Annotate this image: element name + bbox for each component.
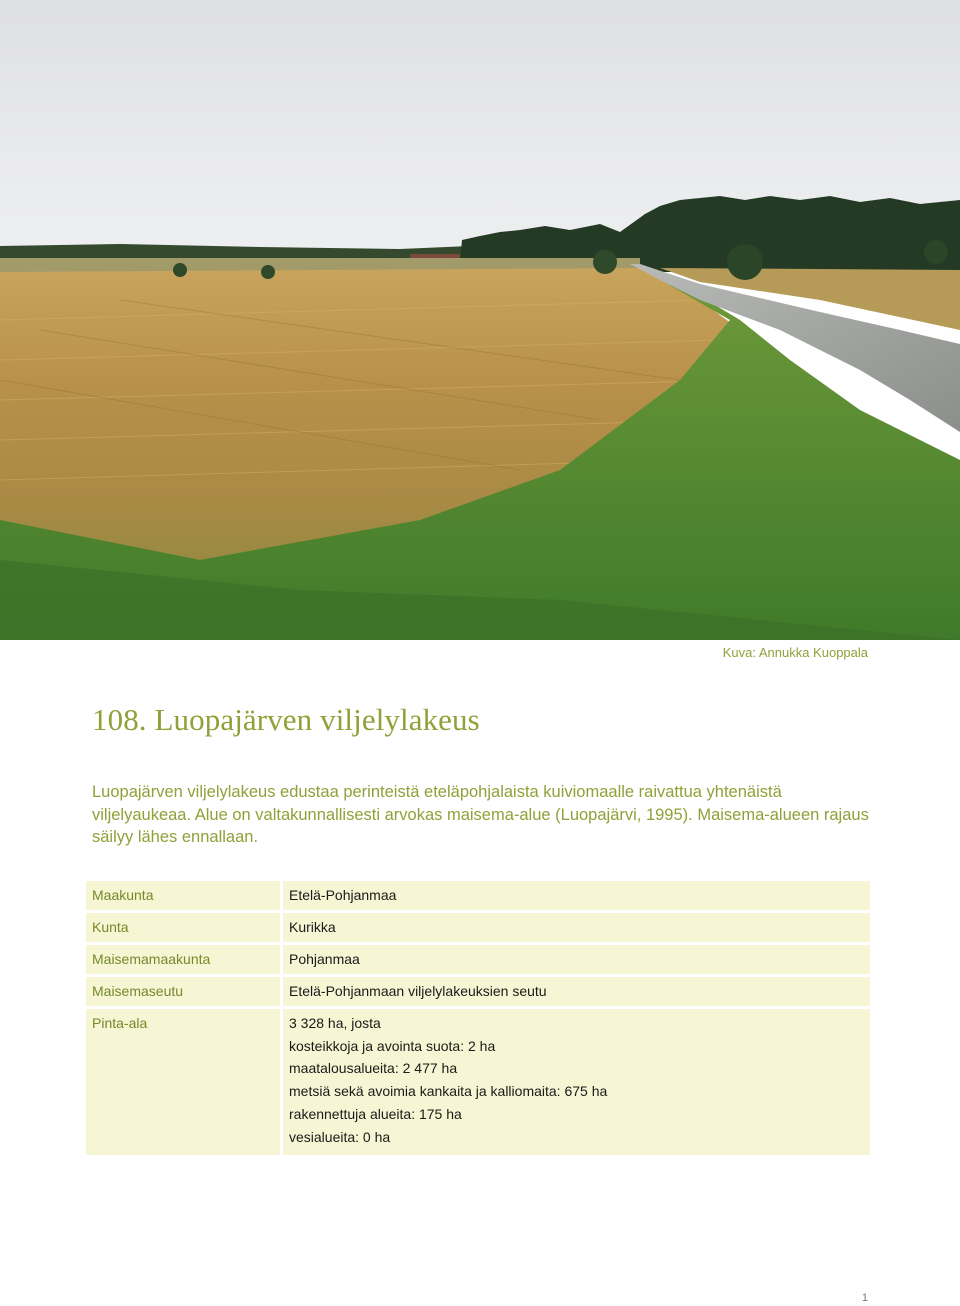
info-value: Etelä-Pohjanmaan viljelylakeuksien seutu: [283, 977, 870, 1006]
area-breakdown: [283, 1009, 870, 1155]
info-row-maakunta: [86, 881, 870, 910]
info-key: Pinta-ala: [86, 1009, 283, 1155]
info-row-maisemamaakunta: [86, 945, 870, 974]
info-key: Maisemamaakunta: [86, 945, 283, 974]
info-value: Etelä-Pohjanmaa: [283, 881, 870, 910]
page-title: 108. Luopajärven viljelylakeus: [92, 702, 480, 737]
page-number: 1: [861, 1292, 868, 1304]
info-row-maisemaseutu: [86, 977, 870, 1006]
area-line: kosteikkoja ja avointa suota: 2 ha: [289, 1037, 496, 1054]
landscape-photo: [0, 0, 960, 640]
info-key: Maisemaseutu: [86, 977, 283, 1006]
info-key: Kunta: [86, 913, 283, 942]
area-line: metsiä sekä avoimia kankaita ja kalliomaita: 675 ha: [289, 1083, 608, 1100]
info-table: [86, 878, 870, 1158]
intro-paragraph: Luopajärven viljelylakeus edustaa perinteistä eteläpohjalaista kuiviomaalle raivattua yhtenäistä viljelyaukeaa. Alue on valtakunnallisesti arvokas maisema-alue (Luopajärvi, 1995). Maisema-alueen rajaus säilyy lähes ennallaan.: [92, 783, 869, 846]
photo-credit: Kuva: Annukka Kuoppala: [722, 645, 868, 660]
area-line: vesialueita: 0 ha: [289, 1128, 391, 1145]
info-row-kunta: [86, 913, 870, 942]
area-line: maatalousalueita: 2 477 ha: [289, 1060, 458, 1077]
area-line: rakennettuja alueita: 175 ha: [289, 1105, 462, 1122]
info-value: Pohjanmaa: [283, 945, 870, 974]
area-line: 3 328 ha, josta: [289, 1015, 381, 1031]
info-key: Maakunta: [86, 881, 283, 910]
info-value: Kurikka: [283, 913, 870, 942]
info-row-pinta-ala: [86, 1009, 870, 1155]
